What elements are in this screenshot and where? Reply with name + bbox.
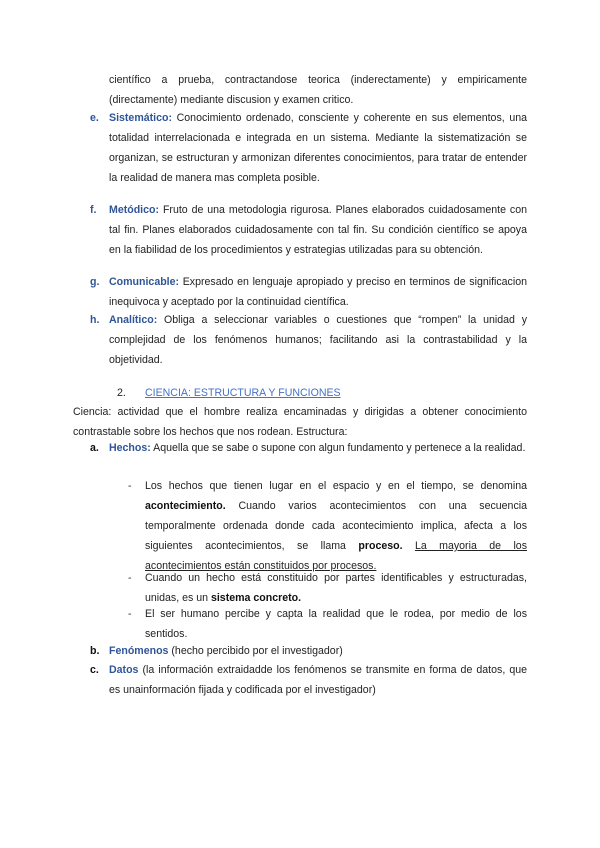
continuation-paragraph: científico a prueba, contractandose teorica (inderectamente) y empiricamente (directamente) mediante discusion y examen critico. <box>109 74 527 106</box>
term-hechos: Hechos: <box>109 442 151 454</box>
bullet2-text-1: Cuando un hecho está constituido por partes identificables y estructuradas, unidas, es un <box>145 572 527 604</box>
term-analitico: Analítico: <box>109 314 158 326</box>
section-number: 2. <box>117 387 126 399</box>
definition-sistematico: Conocimiento ordenado, consciente y coherente en sus elementos, una totalidad interrelacionada e integrada en un sistema. Mediante la sistematización se organizan, se estructuran y armonizan diferentes conocimientos, para tratar de entender la realidad de manera mas completa posible. <box>109 112 527 184</box>
intro-paragraph: Ciencia: actividad que el hombre realiza encaminadas y dirigidas a obtener conocimiento contrastable sobre los hechos que nos rodean. Estructura: <box>73 406 527 438</box>
term-comunicable: Comunicable: <box>109 276 180 288</box>
bold-acontecimiento: acontecimiento. <box>145 500 226 512</box>
list-marker-b: b. <box>90 645 100 657</box>
list-item-sistematico <box>109 108 527 188</box>
bullet-dash-2: - <box>128 572 132 584</box>
term-sistematico: Sistemático: <box>109 112 172 124</box>
list-item-comunicable <box>109 272 527 312</box>
bullet1-text-2: Cuando varios acontecimientos con una secuencia temporalmente ordenada donde cada acontecimiento implica, afecta a los siguientes acontecimientos, se llama <box>145 500 527 552</box>
list-marker-c: c. <box>90 664 99 676</box>
bullet-dash-3: - <box>128 608 132 620</box>
bullet-sentidos: El ser humano percibe y capta la realidad que le rodea, por medio de los sentidos. <box>145 608 527 640</box>
list-item-analitico <box>109 310 527 370</box>
list-marker-h: h. <box>90 314 100 326</box>
definition-hechos: Aquella que se sabe o supone con algun fundamento y pertenece a la realidad. <box>150 442 526 454</box>
bullet-sistema-concreto <box>145 568 527 608</box>
list-marker-a: a. <box>90 442 99 454</box>
bullet-acontecimiento <box>145 476 527 576</box>
definition-fenomenos: (hecho percibido por el investigador) <box>168 645 343 657</box>
underlined-procesos-note: La mayoria de los acontecimientos están constituidos por procesos. <box>145 540 527 572</box>
list-marker-g: g. <box>90 276 100 288</box>
list-item-hechos <box>109 438 527 458</box>
list-item-datos <box>109 660 527 700</box>
bold-sistema-concreto: sistema concreto. <box>210 592 302 604</box>
term-fenomenos: Fenómenos <box>109 645 169 657</box>
term-datos: Datos <box>109 664 139 676</box>
definition-analitico: Obliga a seleccionar variables o cuestiones que “rompen” la unidad y complejidad de los fenómenos humanos; facilitando asi la contrastabilidad y la objetividad. <box>109 314 527 366</box>
list-marker-e: e. <box>90 112 99 124</box>
list-item-fenomenos <box>109 641 527 661</box>
term-metodico: Metódico: <box>109 204 160 216</box>
definition-metodico: Fruto de una metodologia rigurosa. Planes elaborados cuidadosamente con tal fin. Planes elaborados cuidadosamente con tal fin. Su condición científico se apoya en la fiabilidad de los procedimientos y estrategias utilizadas para su obtención. <box>109 204 527 256</box>
list-item-metodico <box>109 200 527 260</box>
definition-datos: (la información extraidadde los fenómenos se transmite en forma de datos, que es unainformación fijada y codificada por el investigador) <box>109 664 527 696</box>
definition-comunicable: Expresado en lenguaje apropiado y preciso en terminos de significacion inequivoca y aceptado por la continuidad científica. <box>109 276 527 308</box>
bullet-dash-1: - <box>128 480 132 492</box>
section-title-link[interactable]: CIENCIA: ESTRUCTURA Y FUNCIONES <box>145 387 341 399</box>
bullet1-text-3 <box>403 540 415 552</box>
bullet1-text-1: Los hechos que tienen lugar en el espacio y en el tiempo, se denomina <box>145 480 527 492</box>
bold-proceso: proceso. <box>358 540 403 552</box>
list-marker-f: f. <box>90 204 97 216</box>
